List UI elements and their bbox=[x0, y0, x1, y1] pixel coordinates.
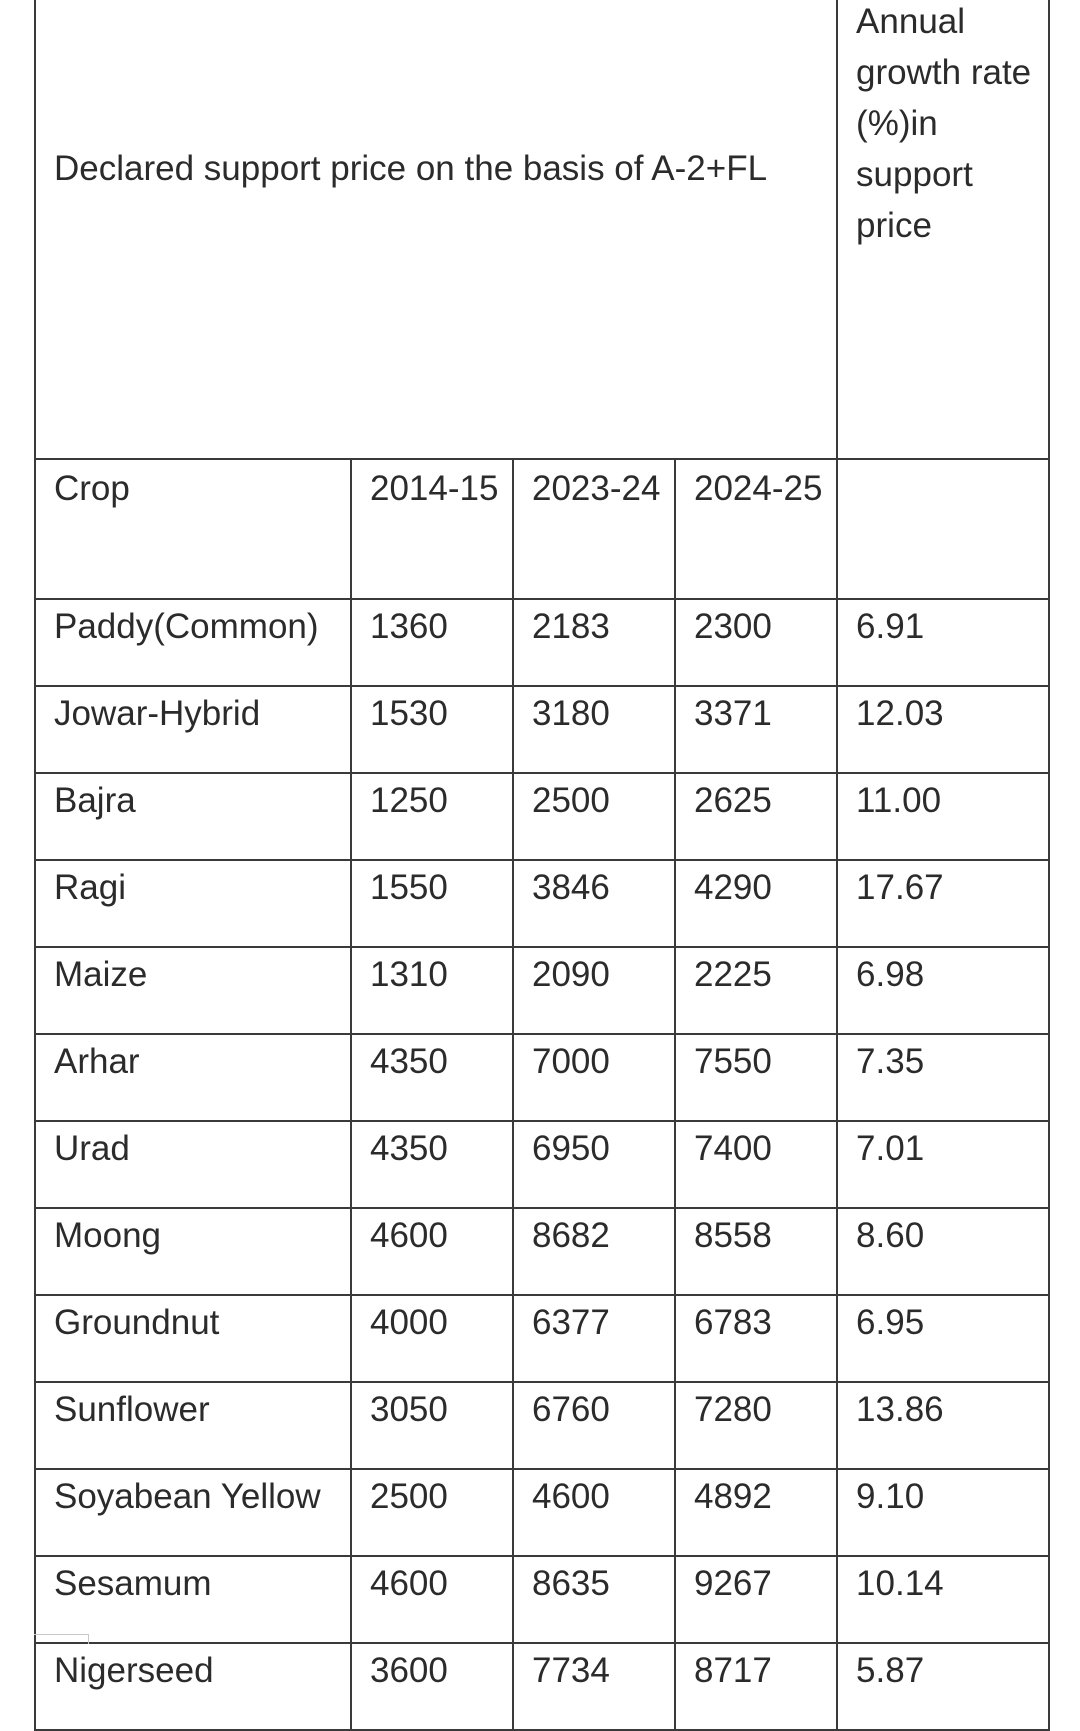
price-2024-25-cell: 7280 bbox=[675, 1382, 837, 1469]
table-row bbox=[35, 860, 1049, 947]
growth-rate-cell: 13.86 bbox=[837, 1382, 1049, 1469]
table-row bbox=[35, 1121, 1049, 1208]
crop-cell: Sesamum bbox=[35, 1556, 351, 1643]
price-2014-15-cell: 1530 bbox=[351, 686, 513, 773]
price-2023-24-cell: 7000 bbox=[513, 1034, 675, 1121]
price-2014-15-cell: 1250 bbox=[351, 773, 513, 860]
crop-cell: Ragi bbox=[35, 860, 351, 947]
price-2014-15-cell: 3050 bbox=[351, 1382, 513, 1469]
price-2023-24-cell: 3180 bbox=[513, 686, 675, 773]
bottom-edge-strip bbox=[34, 1634, 89, 1644]
table-row bbox=[35, 686, 1049, 773]
price-2014-15-cell: 1310 bbox=[351, 947, 513, 1034]
table-row bbox=[35, 599, 1049, 686]
table-title-row bbox=[35, 0, 1049, 459]
crop-cell: Moong bbox=[35, 1208, 351, 1295]
table-row bbox=[35, 1034, 1049, 1121]
price-2024-25-cell: 4290 bbox=[675, 860, 837, 947]
growth-rate-cell: 12.03 bbox=[837, 686, 1049, 773]
crop-cell: Soyabean Yellow bbox=[35, 1469, 351, 1556]
price-2023-24-cell: 7734 bbox=[513, 1643, 675, 1730]
crop-cell: Arhar bbox=[35, 1034, 351, 1121]
header-2024-25: 2024-25 bbox=[675, 459, 837, 599]
price-2024-25-cell: 8558 bbox=[675, 1208, 837, 1295]
price-2023-24-cell: 2090 bbox=[513, 947, 675, 1034]
price-2014-15-cell: 2500 bbox=[351, 1469, 513, 1556]
crop-cell: Paddy(Common) bbox=[35, 599, 351, 686]
price-2014-15-cell: 1360 bbox=[351, 599, 513, 686]
support-price-table-container bbox=[34, 0, 1048, 1731]
price-2023-24-cell: 6760 bbox=[513, 1382, 675, 1469]
price-2014-15-cell: 1550 bbox=[351, 860, 513, 947]
price-2024-25-cell: 6783 bbox=[675, 1295, 837, 1382]
crop-cell: Groundnut bbox=[35, 1295, 351, 1382]
price-2014-15-cell: 3600 bbox=[351, 1643, 513, 1730]
price-2024-25-cell: 8717 bbox=[675, 1643, 837, 1730]
table-row bbox=[35, 1469, 1049, 1556]
growth-rate-cell: 6.95 bbox=[837, 1295, 1049, 1382]
growth-rate-cell: 9.10 bbox=[837, 1469, 1049, 1556]
price-2024-25-cell: 7400 bbox=[675, 1121, 837, 1208]
column-header-row bbox=[35, 459, 1049, 599]
price-2024-25-cell: 2625 bbox=[675, 773, 837, 860]
price-2024-25-cell: 3371 bbox=[675, 686, 837, 773]
growth-rate-cell: 6.91 bbox=[837, 599, 1049, 686]
price-2023-24-cell: 8682 bbox=[513, 1208, 675, 1295]
growth-rate-cell: 5.87 bbox=[837, 1643, 1049, 1730]
price-2023-24-cell: 2500 bbox=[513, 773, 675, 860]
price-2014-15-cell: 4350 bbox=[351, 1121, 513, 1208]
price-2023-24-cell: 6950 bbox=[513, 1121, 675, 1208]
price-2024-25-cell: 2225 bbox=[675, 947, 837, 1034]
header-2023-24: 2023-24 bbox=[513, 459, 675, 599]
header-crop: Crop bbox=[35, 459, 351, 599]
table-title: Declared support price on the basis of A-2+FL bbox=[35, 0, 837, 459]
table-row bbox=[35, 947, 1049, 1034]
table-row bbox=[35, 1382, 1049, 1469]
growth-rate-cell: 7.01 bbox=[837, 1121, 1049, 1208]
price-2023-24-cell: 3846 bbox=[513, 860, 675, 947]
price-2023-24-cell: 6377 bbox=[513, 1295, 675, 1382]
crop-cell: Bajra bbox=[35, 773, 351, 860]
growth-rate-cell: 6.98 bbox=[837, 947, 1049, 1034]
price-2014-15-cell: 4000 bbox=[351, 1295, 513, 1382]
table-row bbox=[35, 1208, 1049, 1295]
support-price-table bbox=[34, 0, 1050, 1731]
price-2023-24-cell: 2183 bbox=[513, 599, 675, 686]
growth-rate-cell: 11.00 bbox=[837, 773, 1049, 860]
table-row bbox=[35, 1643, 1049, 1730]
table-row bbox=[35, 1295, 1049, 1382]
table-row bbox=[35, 773, 1049, 860]
header-rate-empty bbox=[837, 459, 1049, 599]
price-2024-25-cell: 7550 bbox=[675, 1034, 837, 1121]
growth-rate-cell: 17.67 bbox=[837, 860, 1049, 947]
price-2023-24-cell: 4600 bbox=[513, 1469, 675, 1556]
price-2024-25-cell: 2300 bbox=[675, 599, 837, 686]
price-2014-15-cell: 4600 bbox=[351, 1556, 513, 1643]
growth-rate-cell: 10.14 bbox=[837, 1556, 1049, 1643]
price-2023-24-cell: 8635 bbox=[513, 1556, 675, 1643]
crop-cell: Nigerseed bbox=[35, 1643, 351, 1730]
price-2014-15-cell: 4600 bbox=[351, 1208, 513, 1295]
crop-cell: Maize bbox=[35, 947, 351, 1034]
crop-cell: Sunflower bbox=[35, 1382, 351, 1469]
growth-rate-cell: 7.35 bbox=[837, 1034, 1049, 1121]
growth-rate-cell: 8.60 bbox=[837, 1208, 1049, 1295]
price-2014-15-cell: 4350 bbox=[351, 1034, 513, 1121]
header-2014-15: 2014-15 bbox=[351, 459, 513, 599]
growth-rate-header: Annual growth rate (%)in support price bbox=[837, 0, 1049, 459]
table-row bbox=[35, 1556, 1049, 1643]
price-2024-25-cell: 4892 bbox=[675, 1469, 837, 1556]
crop-cell: Jowar-Hybrid bbox=[35, 686, 351, 773]
crop-cell: Urad bbox=[35, 1121, 351, 1208]
price-2024-25-cell: 9267 bbox=[675, 1556, 837, 1643]
